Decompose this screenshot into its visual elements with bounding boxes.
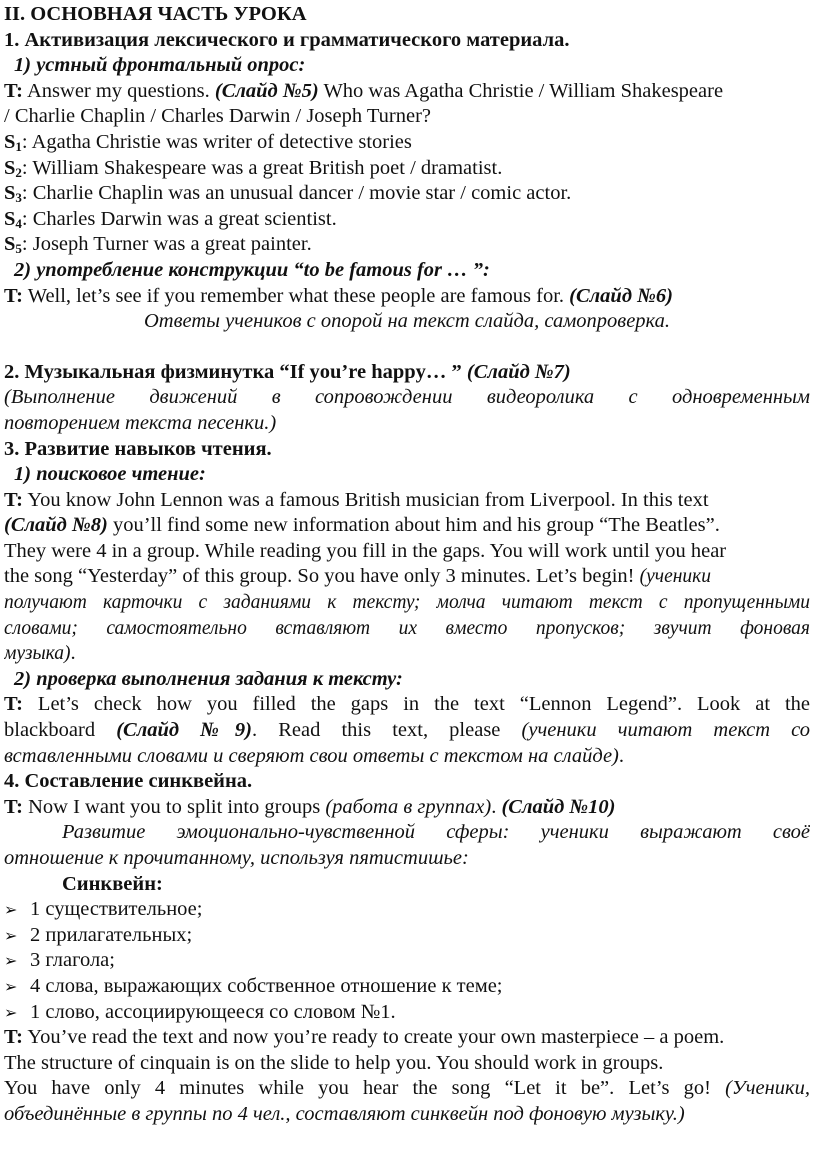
section-2-note-1: (Выполнение движений в сопровождении видеоролика с одновременным bbox=[4, 386, 810, 409]
student-answer-3: $S_3$: Charlie Chaplin was an unusual dancer / movie star / comic actor. bbox=[4, 182, 572, 206]
check-task-line-3: вставленными словами и сверяют свои ответы с текстом на слайде). bbox=[4, 744, 624, 767]
final-task-line-2: The structure of cinquain is on the slide to help you. You should work in groups. bbox=[4, 1051, 664, 1074]
final-task-line-1: T: You’ve read the text and now you’re ready to create your own masterpiece – a poem. bbox=[4, 1026, 725, 1049]
section-1-sub-1: 1) устный фронтальный опрос: bbox=[14, 54, 306, 77]
cinquain-item-3: ➢ 3 глагола; bbox=[4, 948, 810, 974]
main-heading: II. ОСНОВНАЯ ЧАСТЬ УРОКА bbox=[4, 3, 307, 25]
reading-task-line-5: получают карточки с заданиями к тексту; молча читают текст с пропущенными bbox=[4, 592, 810, 614]
cinquain-item-4: ➢ 4 слова, выражающих собственное отношение к теме; bbox=[4, 974, 810, 1000]
student-answer-1: $S_1$: Agatha Christie was writer of detective stories bbox=[4, 130, 412, 154]
reading-task-line-2: (Слайд №8) you’ll find some new information about him and his group “The Beatles”. bbox=[4, 514, 720, 537]
arrow-bullet-icon: ➢ bbox=[4, 925, 18, 945]
final-task-line-3: You have only 4 minutes while you hear the song “Let it be”. Let’s go! (Ученики, bbox=[4, 1077, 810, 1100]
student-answer-2: $S_2$: William Shakespeare was a great British poet / dramatist. bbox=[4, 156, 503, 180]
teacher-famous-for: T: Well, let’s see if you remember what these people are famous for. (Слайд №6) bbox=[4, 284, 673, 307]
check-task-line-2: blackboard (Слайд №9). Read this text, please (ученики читают текст со bbox=[4, 719, 810, 742]
arrow-bullet-icon: ➢ bbox=[4, 1002, 18, 1022]
cinquain-title: Синквейн: bbox=[62, 872, 163, 895]
section-2-note-2: повторением текста песенки.) bbox=[4, 411, 277, 434]
section-1-title: 1. Активизация лексического и грамматического материала. bbox=[4, 28, 570, 51]
section-3-sub-1: 1) поисковое чтение: bbox=[14, 463, 206, 486]
final-task-line-4: объединённые в группы по 4 чел., составляют синквейн под фоновую музыку.) bbox=[4, 1102, 685, 1125]
section-2-title: 2. Музыкальная физминутка “If you’re happy… ” (Слайд №7) bbox=[4, 360, 571, 383]
group-task: T: Now I want you to split into groups (работа в группах). (Слайд №10) bbox=[4, 795, 616, 818]
reading-task-line-6: словами; самостоятельно вставляют их вместо пропусков; звучит фоновая bbox=[4, 617, 810, 639]
arrow-bullet-icon: ➢ bbox=[4, 900, 18, 920]
answers-note: Ответы учеников с опорой на текст слайда, самопроверка. bbox=[143, 310, 671, 333]
teacher-question: T: Answer my questions. (Слайд №5) Who was Agatha Christie / William Shakespeare bbox=[4, 79, 724, 102]
student-answer-4: $S_4$: Charles Darwin was a great scientist. bbox=[4, 207, 337, 231]
reading-task-line-3: They were 4 in a group. While reading you fill in the gaps. You will work until you hear bbox=[4, 539, 727, 562]
section-3-title: 3. Развитие навыков чтения. bbox=[4, 437, 272, 460]
cinquain-item-2: ➢ 2 прилагательных; bbox=[4, 923, 810, 949]
reading-task-line-7: музыка). bbox=[4, 642, 76, 665]
development-note-1: Развитие эмоционально-чувственной сферы: ученики выражают своё bbox=[62, 821, 810, 844]
arrow-bullet-icon: ➢ bbox=[4, 976, 18, 996]
section-4-title: 4. Составление синквейна. bbox=[4, 770, 253, 793]
section-3-sub-2: 2) проверка выполнения задания к тексту: bbox=[14, 667, 403, 690]
development-note-2: отношение к прочитанному, используя пятистишье: bbox=[4, 847, 469, 869]
cinquain-item-5: ➢ 1 слово, ассоциирующееся со словом №1. bbox=[4, 1000, 810, 1026]
reading-task-line-4: the song “Yesterday” of this group. So you have only 3 minutes. Let’s begin! (ученики bbox=[4, 565, 712, 588]
student-answer-5: $S_5$: Joseph Turner was a great painter. bbox=[4, 233, 312, 257]
cinquain-item-1: ➢ 1 существительное; bbox=[4, 897, 810, 923]
arrow-bullet-icon: ➢ bbox=[4, 951, 18, 971]
reading-task-line-1: T: You know John Lennon was a famous British musician from Liverpool. In this text bbox=[4, 488, 709, 511]
section-1-sub-2: 2) употребление конструкции “to be famous for … ”: bbox=[14, 258, 490, 281]
teacher-question-cont: / Charlie Chaplin / Charles Darwin / Joseph Turner? bbox=[4, 105, 432, 128]
check-task-line-1: T: Let’s check how you filled the gaps in the text “Lennon Legend”. Look at the bbox=[4, 693, 810, 716]
